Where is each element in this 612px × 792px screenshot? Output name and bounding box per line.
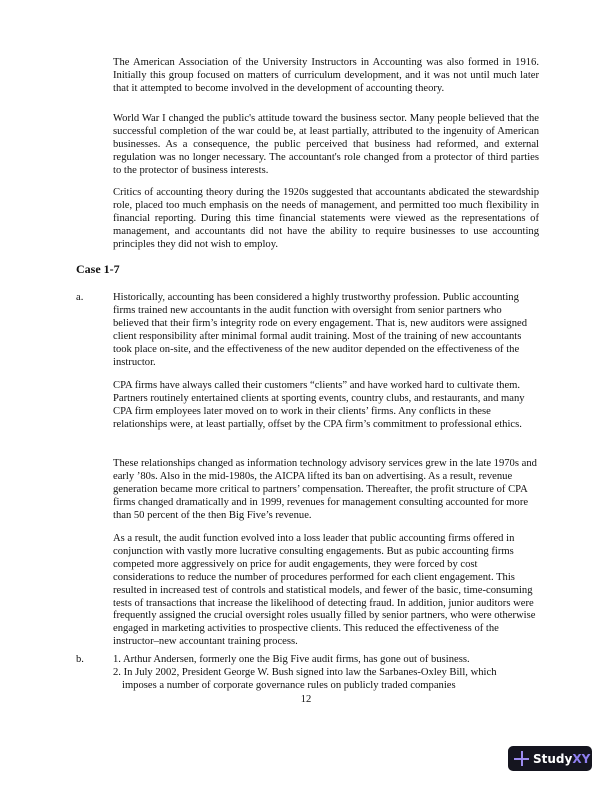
plus-icon: [514, 751, 529, 766]
case-heading: Case 1-7: [76, 262, 120, 276]
part-b-label: b.: [76, 654, 84, 665]
part-b-item-2-continued: imposes a number of corporate governance rules on publicly traded companies: [122, 680, 456, 691]
studyxy-watermark[interactable]: [508, 746, 592, 771]
part-b-item-2: 2. In July 2002, President George W. Bush signed into law the Sarbanes-Oxley Bill, which: [113, 667, 497, 678]
part-b-item-1: 1. Arthur Andersen, formerly one the Big Five audit firms, has gone out of business.: [113, 654, 470, 665]
paragraph-wwi: World War I changed the public's attitude toward the business sector. Many people believed that the successful completion of the war could be, at least partially, attributed to the ingenuity of American businesses. As a consequence, the public perceived that business had reformed, and external regulation was no longer necessary. The accountant's role changed from a protector of third parties to the protector of business interests.: [113, 113, 539, 176]
paragraph-aauia: The American Association of the University Instructors in Accounting was also formed in 1916. Initially this group focused on matters of curriculum development, and it was not until much later that it attempted to become involved in the development of accounting theory.: [113, 57, 539, 94]
part-a-paragraph-2: CPA firms have always called their customers “clients” and have worked hard to cultivate them. Partners routinely entertained clients at sporting events, country clubs, and restaurants, and many CPA firm employees later moved on to work in their clients’ firms. Any conflicts in these relationships were, at least partially, offset by the CPA firm’s commitment to professional ethics.: [113, 380, 525, 430]
page-number: 12: [300, 694, 312, 705]
part-a-paragraph-4: As a result, the audit function evolved into a loss leader that public accounting firms offered in conjunction with vastly more lucrative consulting engagements. But as pubic accounting firms competed more aggressively on price for audit engagements, they were forced by cost considerations to reduce the number of procedures performed for each client engagement. This resulted in increased test of controls and statistical models, and fewer of the basic, time-consuming tests of transactions that increase the likelihood of detecting fraud. In addition, junior auditors were frequently assigned the crucial oversight roles usually filled by senior partners, who were otherwise engaged in marketing activities to prospective clients. This reduced the effectiveness of the instructor–new accountant training process.: [113, 533, 536, 648]
watermark-text: Study: [533, 751, 573, 766]
watermark-accent-text: XY: [572, 751, 591, 766]
part-a-paragraph-3: These relationships changed as information technology advisory services grew in the late 1970s and early ’80s. Also in the mid-1980s, the AICPA lifted its ban on advertising. As a result, revenue generation became more critical to partners’ compensation. Thereafter, the profit structure of CPA firms changed dramatically and in 1999, revenues for management consulting accounted for more than 50 percent of the then Big Five’s revenue.: [113, 458, 537, 521]
paragraph-critics-1920s: Critics of accounting theory during the 1920s suggested that accountants abdicated the stewardship role, placed too much emphasis on the needs of management, and permitted too much flexibility in financial reporting. During this time financial statements were viewed as the representations of management, and accountants did not have the ability to require businesses to use accounting principles they did not wish to employ.: [113, 187, 539, 250]
part-a-label: a.: [76, 292, 84, 303]
part-a-paragraph-1: Historically, accounting has been considered a highly trustworthy profession. Public accounting firms trained new accountants in the audit function with oversight from senior partners who believed that their firm’s integrity rode on every engagement. That is, new auditors were assigned client responsibility after minimal formal audit training. Most of the training of new accountants took place on-site, and the effectiveness of the new auditor depended on the effectiveness of the instructor.: [113, 292, 528, 368]
